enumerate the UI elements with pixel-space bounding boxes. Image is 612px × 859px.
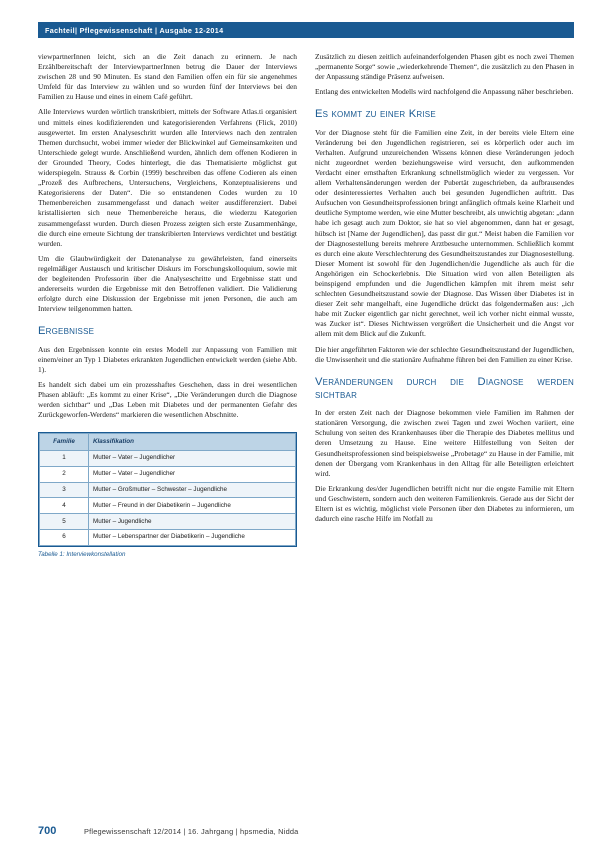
paragraph: Vor der Diagnose steht für die Familien eine Zeit, in der bereits viele Eltern eine Veränderung bei den Jugendlichen registrieren, sei es körperlich oder auch im Verhalten. Aufgrund unzureichenden Wissens können diese Veränderungen jedoch nicht zugeordnet werden beziehungsweise wird versucht, den aufkommenden Verdacht einer ernsthaften Erkrankung schnellstmöglich wieder zu vergessen. Vor allem Verhaltensänderungen werden der Pubertät zugeschrieben, da aufbrausendes oder desinteressiertes Verhalten auch bei gesunden Jugendlichen auftritt. Das Aufsuchen von Gesundheitsprofessionen bringt anfänglich oftmals keine Klarheit und deutliche Symptome werden, wie eine Mutter beschreibt, als unwichtig abgetan: „dann habe ich gesagt auch zum Doktor, sie hat so viel abgenommen, dann hat er gesagt, hübsch ist [Name der Jugendlichen], das passt dir gut.“ Meist haben die Familien vor der Diagnosestellung bereits mehrere Arztbesuche unternommen. Schließlich kommt es durch eine akute Verschlechterung des Gesundheitszustandes zur Diagnosestellung. Dieser Moment ist sowohl für den Jugendlichen/die Jugendliche als auch für die Angehörigen ein Schockerlebnis. Die Situation wird von allen Beteiligten als beinspigend empfunden und die Jugendlichen kämpfen mit ihrem meist sehr schlechten Gesundheitszustand sowie der Diagnose. Das Wissen über Diabetes ist in dieser Zeit sehr mangelhaft, eine Jugendliche drückt das folgendermaßen aus: „ich habe mit Zucker eigentlich gar nicht gerechnet, weil ich vorher nicht einmal wusste, was Zucker ist“. Dieses Nichtwissen vergrößert die Unsicherheit und die Angst vor allem mit dem Blick auf die Zukunft. (315, 127, 574, 339)
section-heading-ergebnisse: Ergebnisse (38, 325, 95, 338)
table-header-cell-familie: Familie (40, 434, 89, 451)
table-row (40, 482, 296, 498)
page-header-bar (38, 22, 574, 38)
table-header-row (40, 434, 296, 451)
paragraph: viewpartnerInnen leicht, sich an die Zeit danach zu erinnern. Je nach Erzählbereitschaft der InterviewpartnerInnen betrug die Dauer der Interviews zwischen 28 und 90 Minuten. Es stand den Familien offen ein für sie angenehmes Umfeld für das Interview zu wählen und so wurden fünf der Interviews bei den Familien zu Hause und eines in einem Café geführt. (38, 52, 297, 102)
table-row (40, 530, 296, 546)
paragraph: In der ersten Zeit nach der Diagnose bekommen viele Familien im Rahmen der stationären Versorgung, die zwischen zwei Tagen und zwei Wochen variiert, eine Schulung von seiten des Krankenhauses über die Therapie des Diabetes mellitus und deren Umsetzung zu Hause. Eine weitere Hilfestellung von Seiten der Gesundheitsprofessionen sind beispielsweise „Probetage“ zu Hause in der Familie, mit denen der Übergang vom Krankenhaus in den Alltag für alle Beteiligten erleichtert wird. (315, 408, 574, 478)
table-cell-klassifikation: Mutter – Freund in der Diabetikerin – Jugendliche (89, 498, 296, 514)
table-cell-nr: 4 (40, 498, 89, 514)
page-number: 700 (38, 825, 57, 837)
table-cell-nr: 2 (40, 466, 89, 482)
paragraph: Die hier angeführten Faktoren wie der schlechte Gesundheitszustand der Jugendlichen, die Unwissenheit und die stationäre Aufnahme führen bei den Familien zu einer Krise. (315, 344, 574, 364)
paragraph: Es handelt sich dabei um ein prozesshaftes Geschehen, dass in drei wesentlichen Phasen abläuft: „Es kommt zu einer Krise“, „Die Veränderungen durch die Diagnose werden sichtbar“ und „Das Leben mit Diabetes und der permanenten Gefahr des Zurückgeworfen-Werdens“ markieren die wesentlichen Abschnitte. (38, 379, 297, 420)
section-heading-krise: Es kommt zu einer Krise (315, 108, 436, 121)
paragraph: Alle Interviews wurden wörtlich transkribiert, mittels der Software Atlas.ti organisiert und mittels eines kodifizierenden und kategorisierenden Verfahrens (Flick, 2010) ausgewertet. Im ersten Analyseschritt wurden alle Interviews nach den zentralen Themen durchsucht, wobei immer wieder der Blickwinkel auf Gemeinsamkeiten und Unterschiede gelegt wurde. Anschließend wurden, ähnlich dem offenen Kodieren in der Grounded Theory, Codes hinterlegt, die das Thematisierte möglichst gut widerspiegeln. Strauss & Corbin (1999) beschreiben das offene Codieren als einen „Prozeß des Aufbrechens, Untersuchens, Vergleichens, Konzeptualisierens und Kategorisierens der Daten“. Die so entstandenen Codes wurden zu 10 Themenbereichen zusammengefasst und danach weiter ausdifferenziert. Dabei kristallisierten sich neue Themenbereiche heraus, die wiederzu Kategorien zusammengefasst wurden. Durch diesen Prozess zeigten sich erste Zusammenhänge, die durch eine erneute Sichtung der transkribierten Interviews verdichtet und bestätigt wurden. (38, 107, 297, 248)
left-column (38, 52, 297, 799)
table-cell-klassifikation: Mutter – Lebenspartner der Diabetikerin – Jugendliche (89, 530, 296, 546)
table-cell-klassifikation: Mutter – Vater – Jugendlicher (89, 466, 296, 482)
section-heading-veraenderungen: Veränderungen durch die Diagnose werden sichtbar (315, 375, 574, 401)
header-title: Fachteil| Pflegewissenschaft | Ausgabe 12-2014 (45, 25, 224, 35)
table-caption: Tabelle 1: Interviewkonstellation (38, 551, 126, 559)
table-row (40, 466, 296, 482)
table-cell-nr: 6 (40, 530, 89, 546)
paragraph: Zusätzlich zu diesen zeitlich aufeinanderfolgenden Phasen gibt es noch zwei Themen „permanente Sorge“ sowie „wiederkehrende Themen“, die zusätzlich zu den Phasen in der Anpassung ständige Präsenz aufweisen. (315, 52, 574, 82)
paragraph: Die Erkrankung des/der Jugendlichen betrifft nicht nur die engste Familie mit Eltern und Geschwistern, sondern auch den weiteren Familienkreis. Gerade aus der Sicht der Eltern ist es wichtig, möglichst viele Personen über den Diabetes zu informieren, um dadurch eine rasche Hilfe im Notfall zu (315, 483, 574, 524)
paragraph: Entlang des entwickelten Modells wird nachfolgend die Anpassung näher beschrieben. (315, 87, 574, 97)
table-cell-nr: 1 (40, 450, 89, 466)
table-body (40, 450, 296, 545)
table-cell-nr: 3 (40, 482, 89, 498)
paragraph: Um die Glaubwürdigkeit der Datenanalyse zu gewährleisten, fand einerseits regelmäßiger Austausch und kritischer Diskurs im Forschungskolloquium, sowie mit der begleitenden Professorin über die Analyseschritte und Ergebnisse statt und andererseits wurden die Ergebnisse mit den Betroffenen validiert. Die Validierung erfolgte durch eine Diskussion der Ergebnisse mit jenen Personen, die auch am Interview teilgenommen hatten. (38, 253, 297, 314)
table-cell-klassifikation: Mutter – Großmutter – Schwester – Jugendliche (89, 482, 296, 498)
table-row (40, 498, 296, 514)
interview-constellation-table (38, 432, 297, 547)
table-cell-klassifikation: Mutter – Jugendliche (89, 514, 296, 530)
right-column (315, 52, 574, 799)
table-row (40, 450, 296, 466)
table-cell-nr: 5 (40, 514, 89, 530)
footer-citation: Pflegewissenschaft 12/2014 | 16. Jahrgang | hpsmedia, Nidda (84, 827, 299, 836)
page-content (38, 52, 574, 799)
paragraph: Aus den Ergebnissen konnte ein erstes Modell zur Anpassung von Familien mit einem/einer an Typ 1 Diabetes erkrankten Jugendlichen entwickelt werden (siehe Abb. 1). (38, 344, 297, 374)
table-cell-klassifikation: Mutter – Vater – Jugendlicher (89, 450, 296, 466)
page-footer (38, 825, 574, 837)
table-row (40, 514, 296, 530)
table-header-cell-klassifikation: Klassifikation (89, 434, 296, 451)
